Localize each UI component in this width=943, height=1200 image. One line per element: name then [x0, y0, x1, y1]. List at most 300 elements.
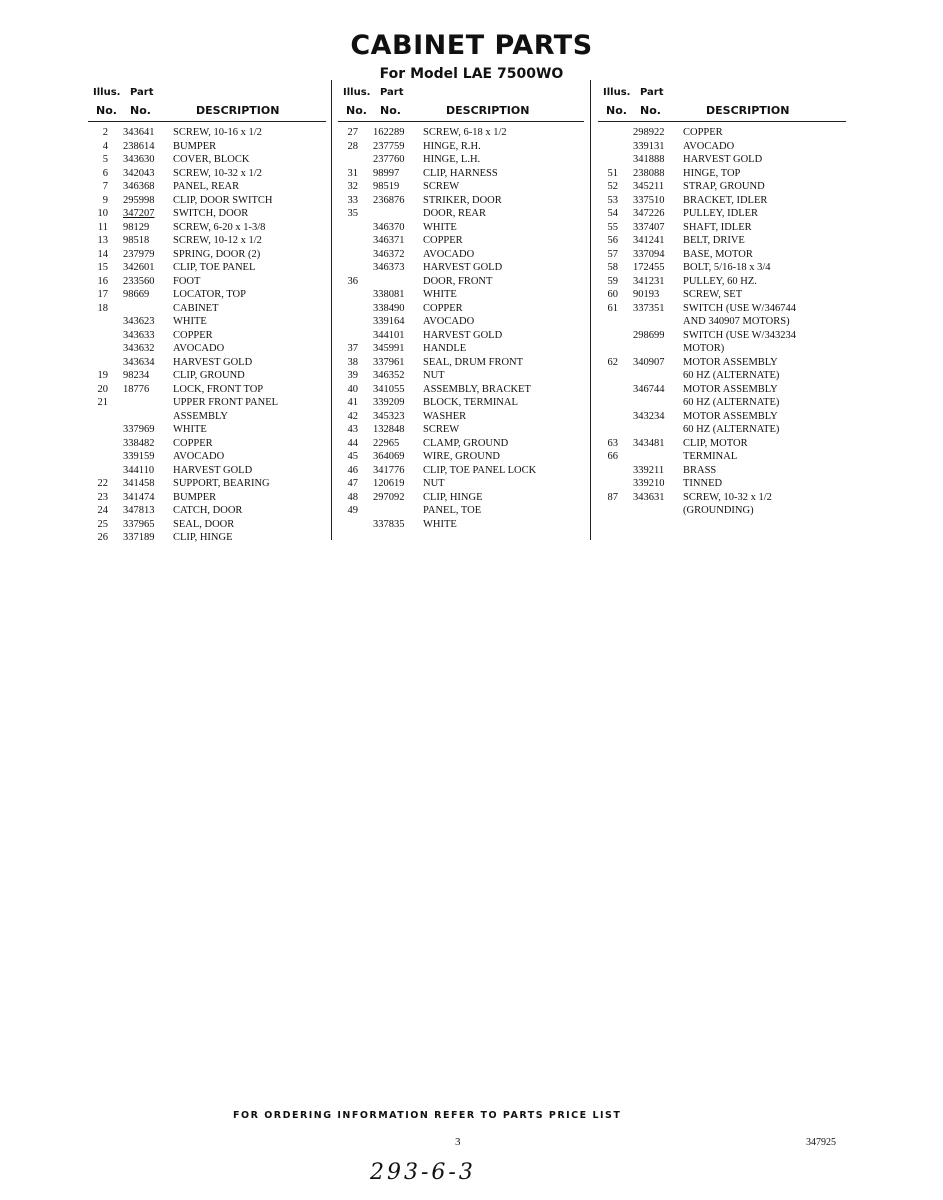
illus-number: 23 [97, 491, 108, 503]
part-description: 60 HZ (ALTERNATE) [683, 370, 780, 381]
part-number: 343632 [123, 343, 155, 354]
illus-number: 32 [347, 181, 358, 192]
part-row [598, 356, 846, 370]
part-description: WHITE [423, 289, 457, 300]
part-row [598, 491, 846, 505]
illus-number: 58 [607, 262, 618, 273]
part-number: 237979 [123, 248, 155, 260]
header-no: No. [640, 104, 661, 117]
part-number: 339159 [123, 451, 155, 462]
part-row [88, 194, 326, 208]
part-row [338, 315, 584, 329]
part-description: SCREW, 6-20 x 1-3/8 [173, 221, 266, 233]
part-description: NUT [423, 370, 445, 381]
part-number: 237759 [373, 140, 405, 152]
part-number: 295998 [123, 194, 155, 206]
part-description: SEAL, DRUM FRONT [423, 356, 524, 368]
part-row [338, 248, 584, 262]
part-row [338, 383, 584, 397]
header-rule [338, 121, 584, 122]
part-description: FOOT [173, 275, 201, 287]
illus-number: 49 [347, 505, 358, 516]
illus-number: 33 [347, 194, 358, 206]
part-number: 343633 [123, 329, 155, 341]
part-number: 337965 [123, 518, 155, 530]
part-description: AVOCADO [423, 248, 475, 260]
illus-number: 9 [102, 194, 108, 206]
illus-number: 2 [102, 127, 108, 138]
ordering-note: FOR ORDERING INFORMATION REFER TO PARTS PRICE LIST [233, 1110, 622, 1121]
handwritten-code: 293-6-3 [370, 1160, 476, 1185]
illus-number: 42 [347, 410, 358, 422]
part-description: COPPER [173, 329, 213, 341]
part-row [598, 383, 846, 397]
part-description: STRAP, GROUND [683, 181, 765, 192]
part-number: 98519 [373, 181, 400, 192]
part-description: BRASS [683, 464, 717, 476]
part-row [88, 369, 326, 383]
part-description: PANEL, TOE [423, 505, 482, 516]
part-description: SCREW, 6-18 x 1/2 [423, 127, 507, 138]
part-row [598, 450, 846, 464]
part-description: WIRE, GROUND [423, 451, 500, 462]
part-description: SCREW [423, 181, 460, 192]
parts-list [338, 126, 584, 531]
illus-number: 47 [347, 478, 358, 489]
illus-number: 57 [607, 248, 618, 260]
part-row [338, 477, 584, 491]
part-row [88, 140, 326, 154]
part-description: COVER, BLOCK [173, 154, 250, 165]
part-number: 172455 [633, 262, 665, 273]
part-row [338, 302, 584, 316]
illus-number: 61 [607, 302, 618, 314]
part-row [338, 491, 584, 505]
illus-number: 52 [607, 181, 618, 192]
part-number: 337835 [373, 518, 405, 530]
illus-number: 24 [97, 505, 108, 516]
header-rule [598, 121, 846, 122]
part-number: 98518 [123, 235, 150, 246]
part-number: 120619 [373, 478, 405, 489]
part-number: 342043 [123, 167, 155, 179]
part-number: 22965 [373, 437, 400, 449]
part-row [338, 504, 584, 518]
illus-number: 35 [347, 208, 358, 219]
part-number: 347813 [123, 505, 155, 516]
part-number: 343634 [123, 356, 155, 368]
part-row [598, 342, 846, 356]
part-number: 345211 [633, 181, 665, 192]
illus-number: 15 [97, 262, 108, 273]
part-row [88, 437, 326, 451]
part-number: 337961 [373, 356, 405, 368]
part-description: TERMINAL [683, 451, 738, 462]
part-row [598, 234, 846, 248]
illus-number: 46 [347, 464, 358, 476]
illus-number: 18 [97, 302, 108, 314]
part-number: 339209 [373, 397, 405, 408]
part-number: 339164 [373, 316, 405, 327]
illus-number: 22 [97, 478, 108, 489]
part-number: 162289 [373, 127, 405, 138]
header-no: No. [380, 104, 401, 117]
part-number: 343630 [123, 154, 155, 165]
parts-column-1 [88, 87, 326, 545]
illus-number: 87 [607, 491, 618, 503]
part-description: COPPER [173, 437, 213, 449]
part-row [88, 261, 326, 275]
part-number: 233560 [123, 275, 155, 287]
illus-number: 10 [97, 208, 108, 219]
part-number: 343641 [123, 127, 155, 138]
part-description: LOCATOR, TOP [173, 289, 246, 300]
part-row [338, 342, 584, 356]
part-description: CLIP, HINGE [173, 532, 233, 543]
part-row [598, 288, 846, 302]
part-row [598, 194, 846, 208]
part-description: 60 HZ (ALTERNATE) [683, 397, 780, 408]
part-row [88, 302, 326, 316]
part-number: 344110 [123, 464, 155, 476]
part-row [88, 423, 326, 437]
part-number: 18776 [123, 383, 150, 395]
part-row [598, 396, 846, 410]
part-description: PULLEY, IDLER [683, 208, 759, 219]
part-description: NUT [423, 478, 445, 489]
part-description: AVOCADO [173, 343, 225, 354]
part-row [88, 180, 326, 194]
part-row [88, 207, 326, 221]
part-row [88, 126, 326, 140]
part-row [88, 342, 326, 356]
part-row [88, 288, 326, 302]
part-row [88, 464, 326, 478]
part-number: 238088 [633, 167, 665, 179]
part-row [598, 275, 846, 289]
part-number: 90193 [633, 289, 660, 300]
illus-number: 48 [347, 491, 358, 503]
part-row [88, 221, 326, 235]
part-description: CLIP, TOE PANEL [173, 262, 256, 273]
part-row [598, 248, 846, 262]
header-description: DESCRIPTION [196, 104, 280, 117]
part-description: TINNED [683, 478, 723, 489]
part-description: ASSEMBLY, BRACKET [423, 383, 531, 395]
part-description: SHAFT, IDLER [683, 221, 752, 233]
part-row [338, 410, 584, 424]
part-description: LOCK, FRONT TOP [173, 383, 264, 395]
part-description: CLIP, HARNESS [423, 167, 498, 179]
header-no: No. [606, 104, 627, 117]
part-number: 346370 [373, 221, 405, 233]
illus-number: 4 [102, 140, 108, 152]
part-row [598, 477, 846, 491]
part-row [598, 504, 846, 518]
document-number: 347925 [806, 1137, 836, 1148]
part-description: AVOCADO [173, 451, 225, 462]
part-description: SWITCH (USE W/343234 [683, 329, 796, 341]
part-number: 346368 [123, 181, 155, 192]
part-row [88, 275, 326, 289]
part-row [598, 180, 846, 194]
part-row [598, 315, 846, 329]
page-number: 3 [455, 1136, 461, 1148]
part-description: 60 HZ (ALTERNATE) [683, 424, 780, 435]
header-illus: Illus. [93, 87, 121, 98]
part-number: 346372 [373, 248, 405, 260]
illus-number: 16 [97, 275, 108, 287]
part-number: 343234 [633, 410, 665, 422]
part-description: WASHER [423, 410, 467, 422]
part-number: 298922 [633, 127, 665, 138]
part-description: CLIP, GROUND [173, 370, 245, 381]
part-row [88, 450, 326, 464]
part-row [88, 153, 326, 167]
column-divider [331, 80, 332, 540]
part-number: 98997 [373, 167, 400, 179]
part-row [338, 356, 584, 370]
illus-number: 41 [347, 397, 358, 408]
part-description: CATCH, DOOR [173, 505, 243, 516]
part-row [338, 126, 584, 140]
header-part: Part [380, 87, 404, 98]
part-row [88, 396, 326, 410]
part-number: 337189 [123, 532, 155, 543]
part-row [338, 180, 584, 194]
column-header [338, 87, 584, 121]
part-description: SCREW, 10-32 x 1/2 [683, 491, 772, 503]
part-description: STRIKER, DOOR [423, 194, 502, 206]
part-description: UPPER FRONT PANEL [173, 397, 279, 408]
part-description: CLIP, HINGE [423, 491, 483, 503]
part-description: MOTOR ASSEMBLY [683, 410, 778, 422]
part-number: 339211 [633, 464, 665, 476]
part-description: BRACKET, IDLER [683, 194, 768, 206]
header-illus: Illus. [343, 87, 371, 98]
part-number: 347207 [123, 208, 155, 219]
part-description: WHITE [173, 424, 207, 435]
illus-number: 26 [97, 532, 108, 543]
part-number: 364069 [373, 451, 405, 462]
part-row [338, 464, 584, 478]
part-description: WHITE [173, 316, 207, 327]
part-number: 346744 [633, 383, 665, 395]
part-description: HARVEST GOLD [173, 356, 253, 368]
part-row [338, 450, 584, 464]
part-description: ASSEMBLY [173, 410, 228, 422]
part-row [338, 221, 584, 235]
parts-list [598, 126, 846, 518]
part-description: BASE, MOTOR [683, 248, 753, 260]
illus-number: 55 [607, 221, 618, 233]
illus-number: 36 [347, 275, 358, 287]
part-description: HARVEST GOLD [683, 154, 763, 165]
illus-number: 56 [607, 235, 618, 246]
part-description: DOOR, FRONT [423, 275, 493, 287]
header-no: No. [346, 104, 367, 117]
part-row [598, 410, 846, 424]
illus-number: 43 [347, 424, 358, 435]
part-description: CABINET [173, 302, 219, 314]
part-description: HANDLE [423, 343, 467, 354]
illus-number: 17 [97, 289, 108, 300]
illus-number: 13 [97, 235, 108, 246]
part-number: 98669 [123, 289, 150, 300]
part-row [88, 410, 326, 424]
part-number: 346371 [373, 235, 405, 246]
parts-column-2 [338, 87, 584, 531]
header-part: Part [640, 87, 664, 98]
illus-number: 63 [607, 437, 618, 449]
part-number: 337094 [633, 248, 665, 260]
part-row [598, 464, 846, 478]
part-description: (GROUNDING) [683, 505, 754, 516]
header-description: DESCRIPTION [706, 104, 790, 117]
parts-list [88, 126, 326, 545]
part-row [598, 302, 846, 316]
part-description: BUMPER [173, 491, 217, 503]
part-description: WHITE [423, 221, 457, 233]
part-description: AVOCADO [423, 316, 475, 327]
part-row [88, 234, 326, 248]
part-number: 297092 [373, 491, 405, 503]
part-row [338, 437, 584, 451]
illus-number: 44 [347, 437, 358, 449]
illus-number: 11 [97, 221, 108, 233]
part-row [338, 207, 584, 221]
part-number: 345323 [373, 410, 405, 422]
part-row [338, 518, 584, 532]
header-description: DESCRIPTION [446, 104, 530, 117]
illus-number: 37 [347, 343, 358, 354]
illus-number: 14 [97, 248, 108, 260]
part-row [598, 261, 846, 275]
part-row [338, 167, 584, 181]
part-row [88, 248, 326, 262]
part-description: DOOR, REAR [423, 208, 487, 219]
part-number: 298699 [633, 329, 665, 341]
illus-number: 45 [347, 451, 358, 462]
part-description: MOTOR ASSEMBLY [683, 356, 778, 368]
header-illus: Illus. [603, 87, 631, 98]
part-number: 341888 [633, 154, 665, 165]
part-description: MOTOR) [683, 343, 725, 354]
part-row [88, 356, 326, 370]
header-no: No. [130, 104, 151, 117]
part-row [88, 477, 326, 491]
part-description: CLIP, MOTOR [683, 437, 748, 449]
part-row [598, 126, 846, 140]
part-description: SWITCH (USE W/346744 [683, 302, 796, 314]
part-description: SCREW [423, 424, 460, 435]
part-description: AND 340907 MOTORS) [683, 316, 790, 327]
part-number: 337407 [633, 221, 665, 233]
part-row [598, 140, 846, 154]
illus-number: 28 [347, 140, 358, 152]
part-description: HINGE, R.H. [423, 140, 481, 152]
part-description: BELT, DRIVE [683, 235, 745, 246]
part-description: HARVEST GOLD [173, 464, 253, 476]
part-number: 132848 [373, 424, 405, 435]
part-description: COPPER [683, 127, 723, 138]
part-row [88, 491, 326, 505]
illus-number: 66 [607, 451, 618, 462]
illus-number: 31 [347, 167, 358, 179]
part-description: SCREW, SET [683, 289, 743, 300]
part-number: 337969 [123, 424, 155, 435]
part-description: BOLT, 5/16-18 x 3/4 [683, 262, 771, 273]
page-subtitle: For Model LAE 7500WO [379, 66, 564, 82]
part-description: HARVEST GOLD [423, 329, 503, 341]
illus-number: 60 [607, 289, 618, 300]
part-number: 337510 [633, 194, 665, 206]
part-number: 342601 [123, 262, 155, 273]
part-number: 339210 [633, 478, 665, 489]
part-number: 343481 [633, 437, 665, 449]
part-description: WHITE [423, 518, 457, 530]
part-number: 341055 [373, 383, 405, 395]
part-number: 346352 [373, 370, 405, 381]
part-number: 347226 [633, 208, 665, 219]
part-description: BUMPER [173, 140, 217, 152]
column-divider [590, 80, 591, 540]
part-row [338, 275, 584, 289]
part-row [338, 194, 584, 208]
part-row [338, 396, 584, 410]
illus-number: 6 [102, 167, 108, 179]
part-number: 339131 [633, 140, 665, 152]
part-row [88, 315, 326, 329]
part-row [338, 369, 584, 383]
part-row [598, 207, 846, 221]
part-description: HINGE, TOP [683, 167, 741, 179]
part-number: 338081 [373, 289, 405, 300]
part-number: 346373 [373, 262, 405, 273]
illus-number: 19 [97, 370, 108, 381]
part-number: 238614 [123, 140, 155, 152]
illus-number: 7 [102, 181, 108, 192]
illus-number: 54 [607, 208, 618, 219]
part-number: 340907 [633, 356, 665, 368]
part-row [338, 288, 584, 302]
part-number: 338490 [373, 302, 405, 314]
part-description: SPRING, DOOR (2) [173, 248, 261, 260]
illus-number: 25 [97, 518, 108, 530]
part-number: 341458 [123, 478, 155, 489]
part-number: 98129 [123, 221, 150, 233]
part-description: SCREW, 10-32 x 1/2 [173, 167, 262, 179]
part-number: 343631 [633, 491, 665, 503]
part-row [88, 504, 326, 518]
part-number: 236876 [373, 194, 405, 206]
header-part: Part [130, 87, 154, 98]
illus-number: 21 [97, 397, 108, 408]
part-description: CLIP, DOOR SWITCH [173, 194, 273, 206]
illus-number: 51 [607, 167, 618, 179]
part-row [88, 518, 326, 532]
illus-number: 38 [347, 356, 358, 368]
part-description: MOTOR ASSEMBLY [683, 383, 778, 395]
page-title: CABINET PARTS [350, 30, 593, 61]
part-row [338, 234, 584, 248]
part-number: 343623 [123, 316, 155, 327]
part-description: SUPPORT, BEARING [173, 478, 270, 489]
part-description: CLIP, TOE PANEL LOCK [423, 464, 537, 476]
part-row [88, 531, 326, 545]
column-header [88, 87, 326, 121]
header-no: No. [96, 104, 117, 117]
